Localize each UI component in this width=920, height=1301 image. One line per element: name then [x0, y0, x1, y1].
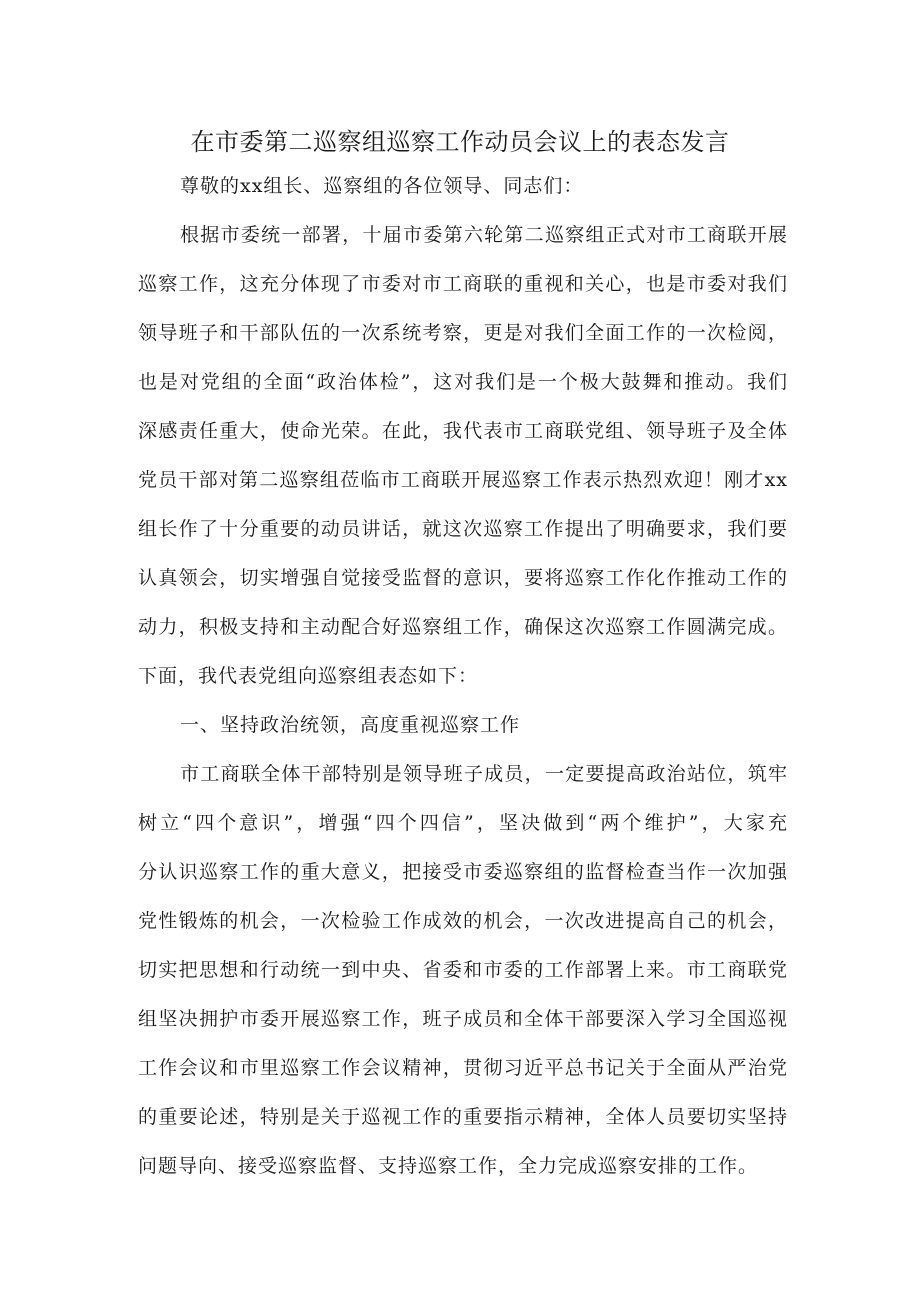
paragraph-line: 问题导向、接受巡察监督、支持巡察工作，全力完成巡察安排的工作。: [138, 1155, 759, 1177]
paragraph-line: 党性锻炼的机会，一次检验工作成效的机会，一次改进提高自己的机会，: [138, 910, 788, 932]
paragraph-line: 党员干部对第二巡察组莅临市工商联开展巡察工作表示热烈欢迎！刚才xx: [138, 469, 788, 491]
paragraph-line: 巡察工作，这充分体现了市委对市工商联的重视和关心，也是市委对我们: [138, 273, 788, 295]
paragraph-line: 认真领会，切实增强自觉接受监督的意识，要将巡察工作化作推动工作的: [138, 567, 788, 589]
paragraph-line: 市工商联全体干部特别是领导班子成员，一定要提高政治站位，筑牢: [180, 763, 788, 785]
paragraph-line: 深感责任重大，使命光荣。在此，我代表市工商联党组、领导班子及全体: [138, 420, 788, 442]
paragraph-line: 领导班子和干部队伍的一次系统考察，更是对我们全面工作的一次检阅，: [138, 322, 788, 344]
paragraph-line: 切实把思想和行动统一到中央、省委和市委的工作部署上来。市工商联党: [138, 959, 788, 981]
paragraph-line: 组长作了十分重要的动员讲话，就这次巡察工作提出了明确要求，我们要: [138, 518, 788, 540]
paragraph-line: 下面，我代表党组向巡察组表态如下：: [138, 665, 479, 687]
paragraph-line: 的重要论述，特别是关于巡视工作的重要指示精神，全体人员要切实坚持: [138, 1106, 788, 1128]
paragraph-line: 分认识巡察工作的重大意义，把接受市委巡察组的监督检查当作一次加强: [138, 861, 788, 883]
paragraph-line: 动力，积极支持和主动配合好巡察组工作，确保这次巡察工作圆满完成。: [138, 616, 788, 638]
paragraph-line: 组坚决拥护市委开展巡察工作，班子成员和全体干部要深入学习全国巡视: [138, 1008, 788, 1030]
document-title: 在市委第二巡察组巡察工作动员会议上的表态发言: [190, 128, 730, 156]
section-heading: 一、坚持政治统领，高度重视巡察工作: [180, 714, 521, 736]
paragraph-line: 树立“四个意识”，增强“四个四信”，坚决做到“两个维护”，大家充: [138, 812, 788, 834]
paragraph-line: 也是对党组的全面“政治体检”，这对我们是一个极大鼓舞和推动。我们: [138, 371, 788, 393]
paragraph-line: 工作会议和市里巡察工作会议精神，贯彻习近平总书记关于全面从严治党: [138, 1057, 788, 1079]
paragraph-line: 根据市委统一部署，十届市委第六轮第二巡察组正式对市工商联开展: [180, 224, 788, 246]
salutation: 尊敬的xx组长、巡察组的各位领导、同志们：: [180, 175, 584, 197]
